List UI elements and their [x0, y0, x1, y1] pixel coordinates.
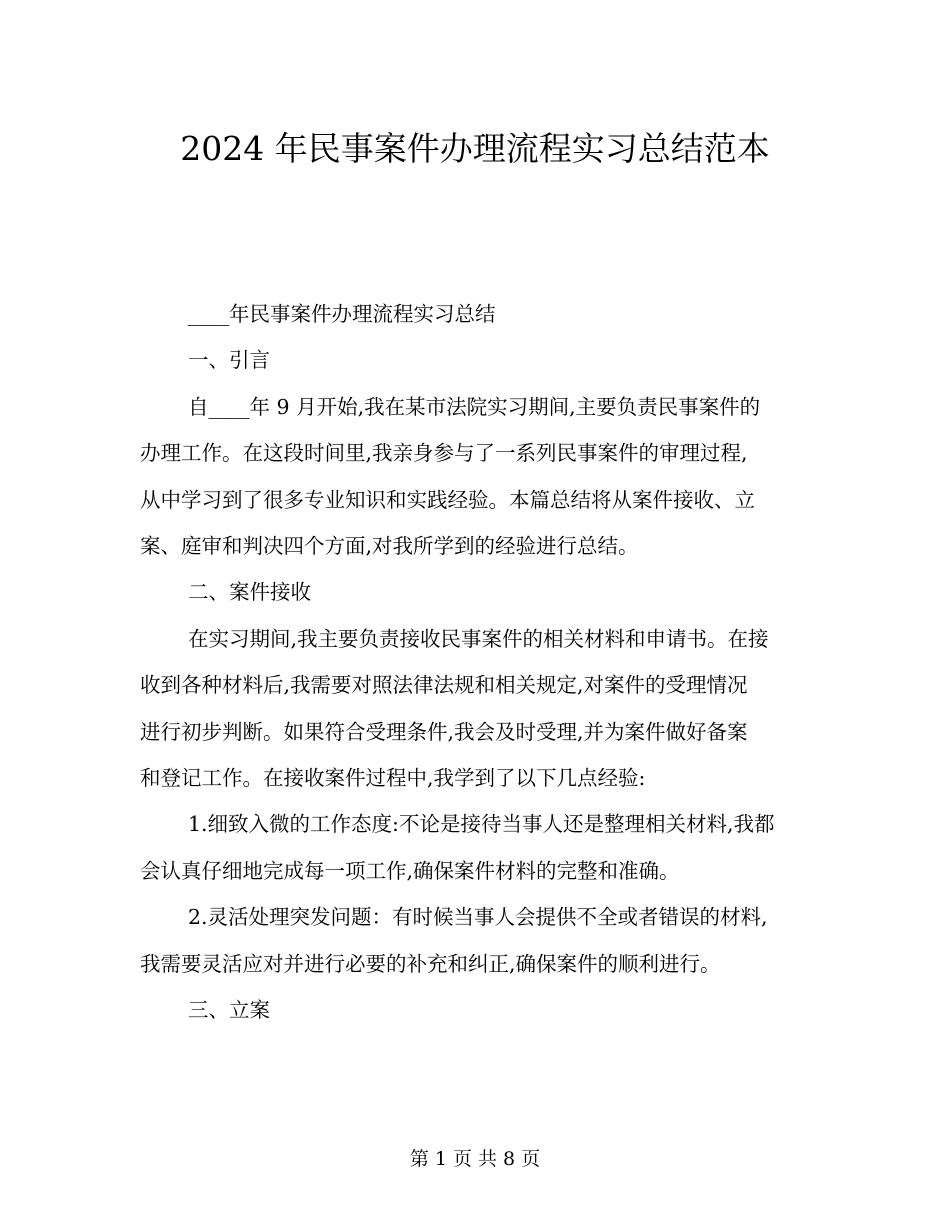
paragraph-line: 进行初步判断。如果符合受理条件,我会及时受理,并为案件做好备案 — [140, 719, 748, 744]
section-heading-filing: 三、立案 — [188, 998, 270, 1023]
subtitle-line: ____年民事案件办理流程实习总结 — [188, 302, 496, 326]
page-number: 第 1 页 共 8 页 — [409, 1148, 541, 1170]
list-item-line: 1.细致入微的工作态度:不论是接待当事人还是整理相关材料,我都 — [188, 812, 775, 837]
document-body — [140, 291, 820, 1034]
paragraph-line: 收到各种材料后,我需要对照法律法规和相关规定,对案件的受理情况 — [140, 673, 748, 698]
paragraph-line: 在实习期间,我主要负责接收民事案件的相关材料和申请书。在接 — [188, 626, 769, 651]
list-item-line: 2.灵活处理突发问题：有时候当事人会提供不全或者错误的材料, — [188, 905, 768, 930]
paragraph-line: 案、庭审和判决四个方面,对我所学到的经验进行总结。 — [140, 534, 639, 559]
paragraph-line: 自____年 9 月开始,我在某市法院实习期间,主要负责民事案件的 — [188, 394, 761, 419]
list-item-line: 会认真仔细地完成每一项工作,确保案件材料的完整和准确。 — [140, 858, 680, 883]
paragraph-line: 从中学习到了很多专业知识和实践经验。本篇总结将从案件接收、立 — [140, 487, 755, 512]
paragraph-line: 办理工作。在这段时间里,我亲身参与了一系列民事案件的审理过程, — [140, 441, 748, 466]
paragraph-line: 和登记工作。在接收案件过程中,我学到了以下几点经验: — [140, 766, 646, 791]
document-title: 2024 年民事案件办理流程实习总结范本 — [180, 129, 770, 168]
section-heading-case-receipt: 二、案件接收 — [188, 580, 311, 605]
list-item-line: 我需要灵活应对并进行必要的补充和纠正,确保案件的顺利进行。 — [140, 951, 721, 976]
section-heading-introduction: 一、引言 — [188, 348, 270, 373]
